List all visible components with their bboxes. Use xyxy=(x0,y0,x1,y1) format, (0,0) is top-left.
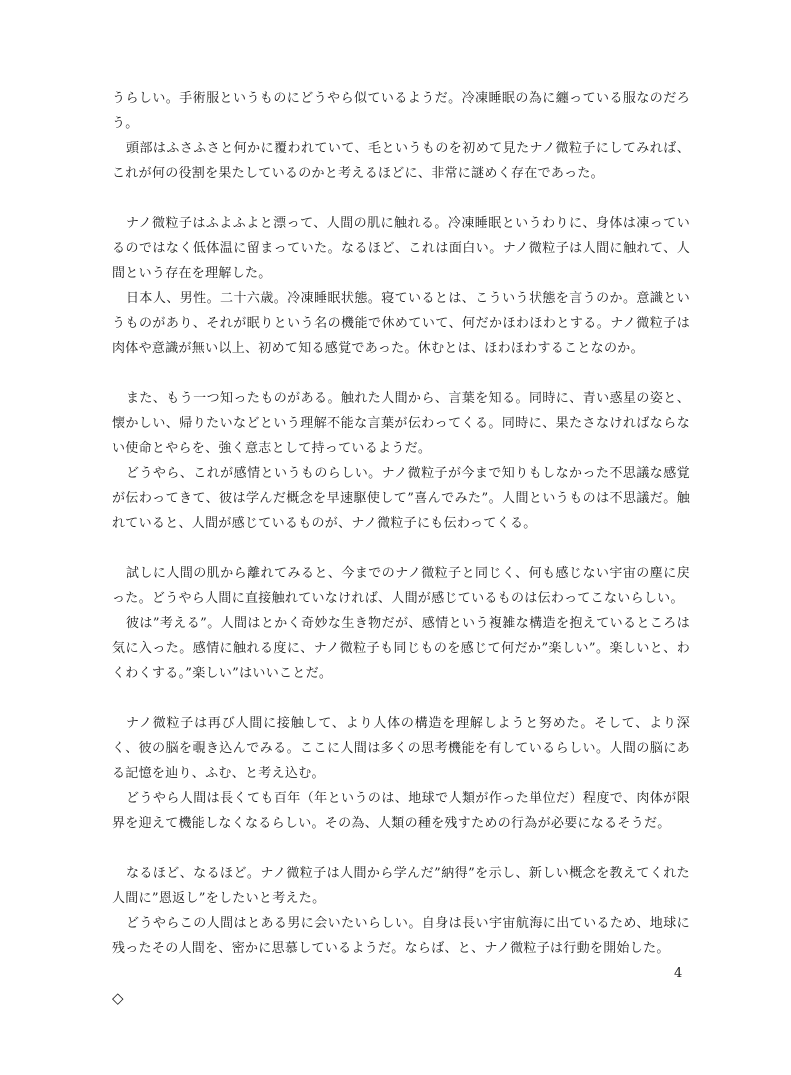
scene-break-diamond: ◇ xyxy=(112,989,124,1007)
paragraph: また、もう一つ知ったものがある。触れた人間から、言葉を知る。同時に、青い惑星の姿と、懐かしい、帰りたいなどという理解不能な言葉が伝わってくる。同時に、果たさなければならない使命とやらを、強く意志として持っているようだ。 xyxy=(112,391,690,456)
paragraph-gap xyxy=(112,186,690,211)
paragraph-gap xyxy=(112,536,690,561)
paragraph: 日本人、男性。二十六歳。冷凍睡眠状態。寝ているとは、こういう状態を言うのか。意識というものがあり、それが眠りという名の機能で休めていて、何だかほわほわとする。ナノ微粒子は肉体や意識が無い以上、初めて知る感覚であった。休むとは、ほわほわすることなのか。 xyxy=(112,291,690,356)
paragraph: どうやら、これが感情というものらしい。ナノ微粒子が今まで知りもしなかった不思議な感覚が伝わってきて、彼は学んだ概念を早速駆使して”喜んでみた”。人間というものは不思議だ。触れていると、人間が感じているものが、ナノ微粒子にも伝わってくる。 xyxy=(112,466,690,531)
paragraph: 試しに人間の肌から離れてみると、今までのナノ微粒子と同じく、何も感じない宇宙の塵に戻った。どうやら人間に直接触れていなければ、人間が感じているものは伝わってこないらしい。 xyxy=(112,566,690,606)
paragraph: どうやら人間は長くても百年（年というのは、地球で人類が作った単位だ）程度で、肉体が限界を迎えて機能しなくなるらしい。その為、人類の種を残すための行為が必要になるそうだ。 xyxy=(112,791,690,831)
page-number: 4 xyxy=(674,966,683,981)
paragraph: ナノ微粒子は再び人間に接触して、より人体の構造を理解しようと努めた。そして、より深く、彼の脳を覗き込んでみる。ここに人間は多くの思考機能を有しているらしい。人間の脳にある記憶を辿り、ふむ、と考え込む。 xyxy=(112,716,690,781)
paragraph: どうやらこの人間はとある男に会いたいらしい。自身は長い宇宙航海に出ているため、地球に残ったその人間を、密かに思慕しているようだ。ならば、と、ナノ微粒子は行動を開始した。 xyxy=(112,916,690,956)
paragraph: うらしい。手術服というものにどうやら似ているようだ。冷凍睡眠の為に纏っている服なのだろう。 xyxy=(112,91,690,131)
body-text xyxy=(112,86,690,1011)
paragraph-gap xyxy=(112,686,690,711)
paragraph: ナノ微粒子はふよふよと漂って、人間の肌に触れる。冷凍睡眠というわりに、身体は凍っているのではなく低体温に留まっていた。なるほど、これは面白い。ナノ微粒子は人間に触れて、人間という存在を理解した。 xyxy=(112,216,690,281)
paragraph-gap xyxy=(112,836,690,861)
paragraph: 彼は”考える”。人間はとかく奇妙な生き物だが、感情という複雑な構造を抱えているところは気に入った。感情に触れる度に、ナノ微粒子も同じものを感じて何だか”楽しい”。楽しいと、わくわくする。”楽しい”はいいことだ。 xyxy=(112,616,690,681)
paragraph-gap xyxy=(112,361,690,386)
paragraph: 頭部はふさふさと何かに覆われていて、毛というものを初めて見たナノ微粒子にしてみれば、これが何の役割を果たしているのかと考えるほどに、非常に謎めく存在であった。 xyxy=(112,141,690,181)
paragraph: なるほど、なるほど。ナノ微粒子は人間から学んだ”納得”を示し、新しい概念を教えてくれた人間に”恩返し”をしたいと考えた。 xyxy=(112,866,690,906)
